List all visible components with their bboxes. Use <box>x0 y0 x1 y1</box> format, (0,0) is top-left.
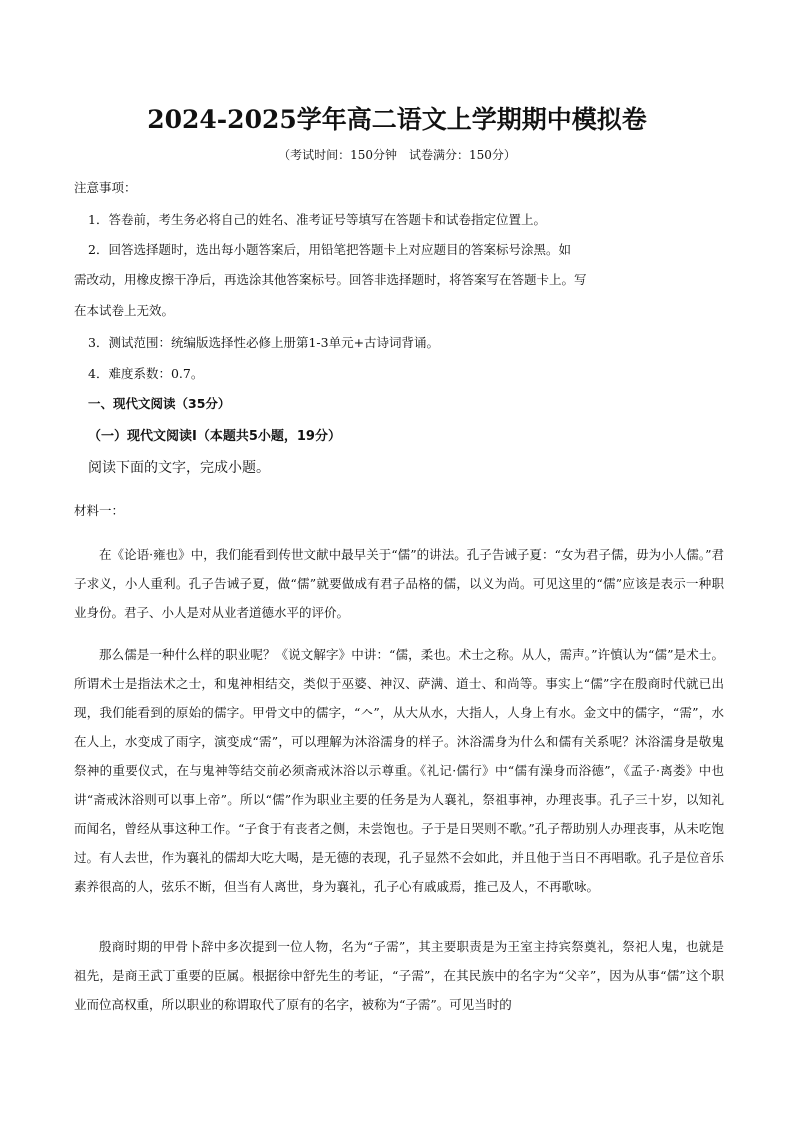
notice-item-4: 4．难度系数：0.7。 <box>88 366 204 381</box>
paragraph-1-text: 在《论语·雍也》中，我们能看到传世文献中最早关于“儒”的讲法。孔子告诫子夏：“女为君子儒，毋为小人儒。”君子求义，小人重利。孔子告诫子夏，做“儒”就要做成有君子品格的儒，以义为尚。可见这里的“儒”应该是表示一种职业身份。君子、小人是对从业者道德水平的评价。 <box>74 547 724 620</box>
paragraph-2 <box>74 640 724 901</box>
notice-heading: 注意事项： <box>74 180 137 195</box>
notice-item-2-cont: 需改动，用橡皮擦干净后，再选涂其他答案标号。回答非选择题时，将答案写在答题卡上。写 <box>74 272 587 287</box>
notice-item-2-end: 在本试卷上无效。 <box>74 303 175 318</box>
exam-info: （考试时间：150分钟 试卷满分：150分） <box>278 148 516 162</box>
paragraph-3-text: 殷商时期的甲骨卜辞中多次提到一位人物，名为“子需”，其主要职责是为王室主持宾祭奠礼，祭祀人鬼，也就是祖先，是商王武丁重要的臣属。根据徐中舒先生的考证，“子需”，在其民族中的名字为“父辛”，因为从事“儒”这个职业而位高权重，所以职业的称谓取代了原有的名字，被称为“子需”。可见当时的 <box>74 939 724 1012</box>
section-heading: 一、现代文阅读（35分） <box>88 396 231 411</box>
material-label: 材料一： <box>74 503 125 518</box>
paragraph-1 <box>74 540 724 627</box>
paragraph-2-text: 那么儒是一种什么样的职业呢？《说文解字》中讲：“儒，柔也。术士之称。从人，需声。”许慎认为“儒”是术士。所谓术士是指法术之士，和鬼神相结交，类似于巫婆、神汉、萨满、道士、和尚等。事实上“儒”字在殷商时代就已出现，我们能看到的原始的儒字。甲骨文中的儒字，“𠆢”，从大从水，大指人，人身上有水。金文中的儒字，“需”，水在人上，水变成了雨字，演变成“需”，可以理解为沐浴濡身的样子。沐浴濡身为什么和儒有关系呢？沐浴濡身是敬鬼祭神的重要仪式，在与鬼神等结交前必须斋戒沐浴以示尊重。《礼记·儒行》中“儒有澡身而浴德”，《孟子·离娄》中也讲“斋戒沐浴则可以事上帝”。所以“儒”作为职业主要的任务是为人襄礼，祭祖事神，办理丧事。孔子三十岁，以知礼而闻名，曾经从事这种工作。“子食于有丧者之侧，未尝饱也。子于是日哭则不歌。”孔子帮助别人办理丧事，从未吃饱过。有人去世，作为襄礼的儒却大吃大喝，是无德的表现，孔子显然不会如此，并且他于当日不再唱歌。孔子是位音乐素养很高的人，弦乐不断，但当有人离世，身为襄礼，孔子心有戚戚焉，推己及人，不再歌咏。 <box>74 647 725 894</box>
paragraph-3 <box>74 932 724 1019</box>
subsection-heading: （一）现代文阅读Ⅰ（本题共5小题，19分） <box>88 429 341 444</box>
reading-instruction: 阅读下面的文字，完成小题。 <box>88 460 270 476</box>
notice-item-3: 3．测试范围：统编版选择性必修上册第1-3单元+古诗词背诵。 <box>88 335 440 350</box>
page-title: 2024-2025学年高二语文上学期期中模拟卷 <box>147 105 647 134</box>
notice-item-2: 2．回答选择题时，选出每小题答案后，用铅笔把答题卡上对应题目的答案标号涂黑。如 <box>88 242 571 257</box>
notice-item-1: 1．答卷前，考生务必将自己的姓名、准考证号等填写在答题卡和试卷指定位置上。 <box>88 212 546 227</box>
